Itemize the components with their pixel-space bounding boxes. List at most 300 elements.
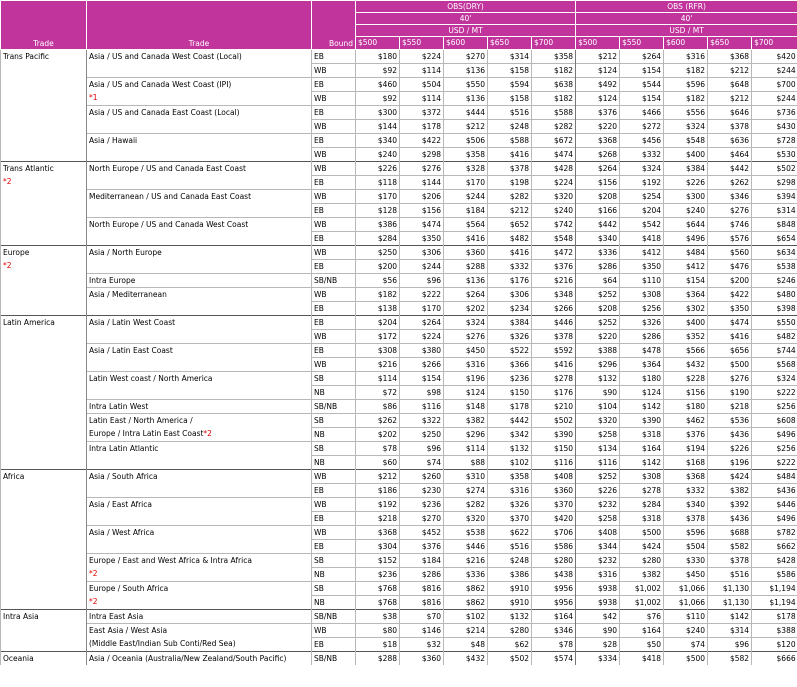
rfr-rate-cell: $178 [752, 610, 797, 624]
bound-cell: NB [312, 456, 356, 470]
header-rfr-price-1: $500 [576, 37, 620, 50]
route-cell [87, 372, 312, 400]
rfr-rate-cell: $1,194 [752, 596, 797, 610]
rfr-rate-cell: $586 [752, 568, 797, 582]
rfr-rate-cell: $634 [752, 246, 797, 260]
table-row [1, 50, 797, 64]
trade-cell [1, 470, 87, 610]
rfr-rate-cell: $736 [752, 106, 797, 120]
dry-rate-cell: $136 [444, 92, 488, 106]
rfr-rate-cell: $648 [708, 78, 752, 92]
dry-rate-cell: $118 [356, 176, 400, 190]
bound-cell: EB [312, 106, 356, 120]
bound-cell: WB [312, 246, 356, 260]
dry-rate-cell: $350 [400, 232, 444, 246]
dry-rate-cell: $416 [488, 148, 532, 162]
rfr-rate-cell: $166 [576, 204, 620, 218]
route-cell [87, 162, 312, 190]
rfr-rate-cell: $268 [576, 148, 620, 162]
bound-cell: NB [312, 386, 356, 400]
bound-cell: SB/NB [312, 652, 356, 666]
bound-cell: SB/NB [312, 274, 356, 288]
rfr-rate-cell: $222 [752, 456, 797, 470]
dry-rate-cell: $270 [400, 512, 444, 526]
rfr-rate-cell: $538 [752, 260, 797, 274]
dry-rate-cell: $460 [356, 78, 400, 92]
dry-rate-cell: $358 [532, 50, 576, 64]
dry-rate-cell: $96 [400, 442, 444, 456]
rfr-rate-cell: $232 [576, 554, 620, 568]
rfr-rate-cell: $340 [664, 498, 708, 512]
dry-rate-cell: $956 [532, 596, 576, 610]
rfr-rate-cell: $556 [664, 106, 708, 120]
route-name-line2 [89, 427, 309, 440]
bound-cell: EB [312, 50, 356, 64]
dry-rate-cell: $300 [356, 106, 400, 120]
dry-rate-cell: $474 [400, 218, 444, 232]
dry-rate-cell: $416 [532, 358, 576, 372]
dry-rate-cell: $210 [532, 400, 576, 414]
rfr-rate-cell: $232 [576, 498, 620, 512]
dry-rate-cell: $226 [356, 162, 400, 176]
dry-rate-cell: $124 [444, 386, 488, 400]
trade-note: *2 [3, 261, 12, 270]
rfr-rate-cell: $576 [708, 232, 752, 246]
rfr-rate-cell: $350 [620, 260, 664, 274]
rfr-rate-cell: $340 [576, 232, 620, 246]
rfr-rate-cell: $276 [708, 204, 752, 218]
rfr-rate-cell: $516 [708, 568, 752, 582]
dry-rate-cell: $72 [356, 386, 400, 400]
header-trade: Trade [1, 1, 87, 50]
table-row [1, 610, 797, 624]
rfr-rate-cell: $350 [708, 302, 752, 316]
rfr-rate-cell: $252 [576, 316, 620, 330]
dry-rate-cell: $218 [356, 512, 400, 526]
dry-rate-cell: $170 [356, 190, 400, 204]
rfr-rate-cell: $442 [576, 218, 620, 232]
route-cell [87, 246, 312, 274]
rfr-rate-cell: $156 [576, 176, 620, 190]
table-row [1, 624, 797, 638]
dry-rate-cell: $282 [532, 120, 576, 134]
dry-rate-cell: $102 [488, 456, 532, 470]
rfr-rate-cell: $376 [664, 428, 708, 442]
rfr-rate-cell: $480 [752, 288, 797, 302]
rfr-rate-cell: $392 [708, 498, 752, 512]
dry-rate-cell: $298 [400, 148, 444, 162]
rfr-rate-cell: $180 [620, 372, 664, 386]
dry-rate-cell: $282 [488, 190, 532, 204]
rfr-rate-cell: $636 [708, 134, 752, 148]
bound-cell: EB [312, 204, 356, 218]
dry-rate-cell: $182 [532, 64, 576, 78]
rfr-rate-cell: $220 [576, 330, 620, 344]
bound-cell: EB [312, 302, 356, 316]
rfr-rate-cell: $142 [620, 400, 664, 414]
dry-rate-cell: $386 [356, 218, 400, 232]
dry-rate-cell: $378 [532, 330, 576, 344]
table-row [1, 78, 797, 92]
rfr-rate-cell: $492 [576, 78, 620, 92]
route-name: Asia / Mediterranean [89, 290, 167, 299]
dry-rate-cell: $96 [400, 274, 444, 288]
rfr-rate-cell: $466 [620, 106, 664, 120]
table-row [1, 414, 797, 428]
trade-name: Intra Asia [3, 612, 39, 621]
table-row [1, 106, 797, 120]
rfr-rate-cell: $382 [620, 568, 664, 582]
rfr-rate-cell: $384 [664, 162, 708, 176]
bound-cell: EB [312, 134, 356, 148]
rfr-rate-cell: $656 [708, 344, 752, 358]
dry-rate-cell: $78 [532, 638, 576, 652]
route-cell [87, 50, 312, 78]
trade-cell [1, 50, 87, 162]
bound-cell: WB [312, 526, 356, 540]
bound-cell: WB [312, 498, 356, 512]
trade-cell [1, 162, 87, 246]
dry-rate-cell: $280 [532, 554, 576, 568]
rfr-rate-cell: $566 [664, 344, 708, 358]
dry-rate-cell: $278 [532, 372, 576, 386]
dry-rate-cell: $128 [356, 204, 400, 218]
dry-rate-cell: $506 [444, 134, 488, 148]
dry-rate-cell: $132 [488, 442, 532, 456]
bound-cell: EB [312, 638, 356, 652]
rfr-rate-cell: $424 [620, 540, 664, 554]
rfr-rate-cell: $240 [664, 624, 708, 638]
dry-rate-cell: $862 [444, 582, 488, 596]
rfr-rate-cell: $368 [708, 50, 752, 64]
route-cell [87, 218, 312, 246]
bound-cell: WB [312, 288, 356, 302]
route-cell [87, 610, 312, 624]
rfr-rate-cell: $264 [620, 50, 664, 64]
rfr-rate-cell: $320 [576, 414, 620, 428]
rfr-rate-cell: $318 [620, 512, 664, 526]
rfr-rate-cell: $378 [708, 554, 752, 568]
trade-name: Latin America [3, 318, 55, 327]
dry-rate-cell: $622 [488, 526, 532, 540]
rfr-rate-cell: $436 [708, 512, 752, 526]
dry-rate-cell: $216 [356, 358, 400, 372]
dry-rate-cell: $370 [532, 498, 576, 512]
route-note: *2 [89, 597, 98, 606]
table-row [1, 526, 797, 540]
rfr-rate-cell: $50 [620, 638, 664, 652]
rfr-rate-cell: $412 [664, 260, 708, 274]
dry-rate-cell: $186 [356, 484, 400, 498]
dry-rate-cell: $270 [444, 50, 488, 64]
bound-cell: EB [312, 512, 356, 526]
bound-cell: SB [312, 414, 356, 428]
dry-rate-cell: $742 [532, 218, 576, 232]
rfr-rate-cell: $430 [752, 120, 797, 134]
header-bound: Bound [312, 1, 356, 50]
header-dry-price-3: $600 [444, 37, 488, 50]
rfr-rate-cell: $400 [664, 148, 708, 162]
rfr-rate-cell: $390 [620, 414, 664, 428]
dry-rate-cell: $706 [532, 526, 576, 540]
rfr-rate-cell: $220 [576, 120, 620, 134]
dry-rate-cell: $574 [532, 652, 576, 666]
rfr-rate-cell: $154 [620, 92, 664, 106]
dry-rate-cell: $114 [400, 64, 444, 78]
rfr-rate-cell: $64 [576, 274, 620, 288]
dry-rate-cell: $306 [488, 288, 532, 302]
rfr-rate-cell: $548 [664, 134, 708, 148]
rfr-rate-cell: $478 [620, 344, 664, 358]
dry-rate-cell: $164 [532, 610, 576, 624]
dry-rate-cell: $370 [488, 512, 532, 526]
bound-cell: EB [312, 316, 356, 330]
rfr-rate-cell: $344 [576, 540, 620, 554]
rfr-rate-cell: $644 [664, 218, 708, 232]
dry-rate-cell: $146 [400, 624, 444, 638]
dry-rate-cell: $240 [356, 148, 400, 162]
dry-rate-cell: $340 [356, 134, 400, 148]
rfr-rate-cell: $164 [620, 442, 664, 456]
header-dry-price-4: $650 [488, 37, 532, 50]
rfr-rate-cell: $286 [620, 330, 664, 344]
dry-rate-cell: $206 [400, 190, 444, 204]
route-name: Asia / US and Canada West Coast (Local) [89, 52, 242, 61]
dry-rate-cell: $224 [532, 176, 576, 190]
rfr-rate-cell: $412 [620, 246, 664, 260]
rfr-rate-cell: $398 [752, 302, 797, 316]
dry-rate-cell: $372 [400, 106, 444, 120]
rfr-rate-cell: $782 [752, 526, 797, 540]
rfr-rate-cell: $428 [752, 554, 797, 568]
dry-rate-cell: $482 [488, 232, 532, 246]
header-dry-price-1: $500 [356, 37, 400, 50]
dry-rate-cell: $250 [356, 246, 400, 260]
dry-rate-cell: $176 [532, 386, 576, 400]
rfr-rate-cell: $258 [576, 428, 620, 442]
dry-rate-cell: $244 [444, 190, 488, 204]
rfr-rate-cell: $244 [752, 92, 797, 106]
bound-cell: EB [312, 484, 356, 498]
rfr-rate-cell: $700 [752, 78, 797, 92]
dry-rate-cell: $346 [532, 624, 576, 638]
rfr-rate-cell: $496 [752, 428, 797, 442]
dry-rate-cell: $260 [400, 470, 444, 484]
rfr-rate-cell: $196 [708, 456, 752, 470]
dry-rate-cell: $240 [532, 204, 576, 218]
rfr-rate-cell: $500 [664, 652, 708, 666]
route-name: Asia / East Africa [89, 500, 152, 509]
dry-rate-cell: $114 [400, 92, 444, 106]
rfr-rate-cell: $368 [664, 470, 708, 484]
dry-rate-cell: $204 [356, 316, 400, 330]
rfr-rate-cell: $222 [752, 386, 797, 400]
route-cell [87, 414, 312, 442]
rfr-rate-cell: $376 [576, 106, 620, 120]
rfr-rate-cell: $502 [752, 162, 797, 176]
rfr-rate-cell: $76 [620, 610, 664, 624]
rfr-rate-cell: $180 [664, 400, 708, 414]
rfr-rate-cell: $182 [664, 64, 708, 78]
route-cell [87, 498, 312, 526]
dry-rate-cell: $474 [532, 148, 576, 162]
dry-rate-cell: $420 [532, 512, 576, 526]
rfr-rate-cell: $484 [752, 470, 797, 484]
table-header [1, 1, 797, 50]
header-dry-price-2: $550 [400, 37, 444, 50]
rfr-rate-cell: $264 [576, 162, 620, 176]
dry-rate-cell: $564 [444, 218, 488, 232]
bound-cell: WB [312, 148, 356, 162]
route-cell [87, 274, 312, 288]
rfr-rate-cell: $256 [752, 400, 797, 414]
dry-rate-cell: $594 [488, 78, 532, 92]
bound-cell: WB [312, 190, 356, 204]
table-row [1, 652, 797, 666]
dry-rate-cell: $288 [356, 652, 400, 666]
dry-rate-cell: $62 [488, 638, 532, 652]
dry-rate-cell: $276 [444, 330, 488, 344]
dry-rate-cell: $182 [532, 92, 576, 106]
dry-rate-cell: $136 [444, 274, 488, 288]
trade-cell [1, 316, 87, 470]
dry-rate-cell: $56 [356, 274, 400, 288]
dry-rate-cell: $212 [488, 204, 532, 218]
dry-rate-cell: $212 [356, 470, 400, 484]
route-name: Asia / Hawaii [89, 136, 138, 145]
bound-cell: EB [312, 176, 356, 190]
bound-cell: EB [312, 232, 356, 246]
dry-rate-cell: $652 [488, 218, 532, 232]
dry-rate-cell: $244 [400, 260, 444, 274]
dry-rate-cell: $586 [532, 540, 576, 554]
table-row [1, 274, 797, 288]
rfr-rate-cell: $330 [664, 554, 708, 568]
rfr-rate-cell: $432 [664, 358, 708, 372]
route-cell [87, 652, 312, 666]
dry-rate-cell: $236 [400, 498, 444, 512]
rfr-rate-cell: $110 [664, 610, 708, 624]
rfr-rate-cell: $256 [752, 442, 797, 456]
dry-rate-cell: $326 [488, 498, 532, 512]
rfr-rate-cell: $324 [664, 120, 708, 134]
dry-rate-cell: $910 [488, 596, 532, 610]
dry-rate-cell: $158 [488, 92, 532, 106]
dry-rate-cell: $60 [356, 456, 400, 470]
rfr-rate-cell: $110 [620, 274, 664, 288]
dry-rate-cell: $102 [444, 610, 488, 624]
dry-rate-cell: $316 [444, 358, 488, 372]
route-cell [87, 554, 312, 582]
dry-rate-cell: $78 [356, 442, 400, 456]
dry-rate-cell: $502 [488, 652, 532, 666]
dry-rate-cell: $116 [532, 456, 576, 470]
route-name: Mediterranean / US and Canada East Coast [89, 192, 252, 201]
rfr-rate-cell: $1,194 [752, 582, 797, 596]
header-rfr-currency: USD / MT [576, 25, 797, 37]
header-rfr-price-3: $600 [664, 37, 708, 50]
route-name: Asia / Latin East Coast [89, 346, 173, 355]
route-cell [87, 442, 312, 470]
rfr-rate-cell: $192 [620, 176, 664, 190]
header-dry-container: 40' [356, 13, 576, 25]
rfr-rate-cell: $154 [664, 274, 708, 288]
rfr-rate-cell: $1,130 [708, 582, 752, 596]
dry-rate-cell: $98 [400, 386, 444, 400]
dry-rate-cell: $306 [400, 246, 444, 260]
header-rfr-title: OBS (RFR) [576, 1, 797, 13]
dry-rate-cell: $308 [356, 344, 400, 358]
header-rfr-price-5: $700 [752, 37, 797, 50]
route-cell [87, 624, 312, 652]
route-name: Intra Europe [89, 276, 136, 285]
table-row [1, 218, 797, 232]
rfr-rate-cell: $244 [752, 64, 797, 78]
dry-rate-cell: $276 [400, 162, 444, 176]
route-name: North Europe / US and Canada East Coast [89, 164, 246, 173]
route-name: Intra Latin West [89, 402, 149, 411]
dry-rate-cell: $280 [488, 624, 532, 638]
bound-cell: NB [312, 596, 356, 610]
route-name: Asia / West Africa [89, 528, 155, 537]
bound-cell: SB/NB [312, 400, 356, 414]
trade-name: Africa [3, 472, 25, 481]
dry-rate-cell: $378 [488, 162, 532, 176]
dry-rate-cell: $202 [444, 302, 488, 316]
rfr-rate-cell: $90 [576, 386, 620, 400]
dry-rate-cell: $422 [400, 134, 444, 148]
rfr-rate-cell: $256 [620, 302, 664, 316]
dry-rate-cell: $214 [444, 624, 488, 638]
dry-rate-cell: $472 [532, 246, 576, 260]
trade-name: Trans Atlantic [3, 164, 54, 173]
route-name: Europe / South Africa [89, 584, 169, 593]
dry-rate-cell: $314 [488, 50, 532, 64]
dry-rate-cell: $70 [400, 610, 444, 624]
bound-cell: EB [312, 540, 356, 554]
dry-rate-cell: $196 [444, 372, 488, 386]
dry-rate-cell: $116 [400, 400, 444, 414]
dry-rate-cell: $136 [444, 64, 488, 78]
rfr-rate-cell: $228 [664, 372, 708, 386]
route-name: North Europe / US and Canada West Coast [89, 220, 249, 229]
route-note: *1 [89, 93, 98, 102]
table-row [1, 134, 797, 148]
dry-rate-cell: $282 [444, 498, 488, 512]
header-dry-price-5: $700 [532, 37, 576, 50]
rfr-rate-cell: $418 [620, 652, 664, 666]
bound-cell: WB [312, 218, 356, 232]
dry-rate-cell: $910 [488, 582, 532, 596]
rfr-rate-cell: $316 [576, 568, 620, 582]
rfr-rate-cell: $142 [708, 610, 752, 624]
dry-rate-cell: $250 [400, 428, 444, 442]
rfr-rate-cell: $284 [620, 498, 664, 512]
rfr-rate-cell: $346 [708, 190, 752, 204]
trade-name: Europe [3, 248, 30, 257]
rfr-rate-cell: $746 [708, 218, 752, 232]
rfr-rate-cell: $204 [620, 204, 664, 218]
route-name: Asia / Oceania (Australia/New Zealand/South Pacific) [89, 654, 287, 663]
bound-cell: NB [312, 428, 356, 442]
route-cell [87, 288, 312, 316]
rfr-rate-cell: $1,002 [620, 582, 664, 596]
rfr-rate-cell: $252 [576, 470, 620, 484]
rfr-rate-cell: $164 [620, 624, 664, 638]
route-cell [87, 316, 312, 344]
rfr-rate-cell: $314 [708, 624, 752, 638]
dry-rate-cell: $150 [488, 386, 532, 400]
